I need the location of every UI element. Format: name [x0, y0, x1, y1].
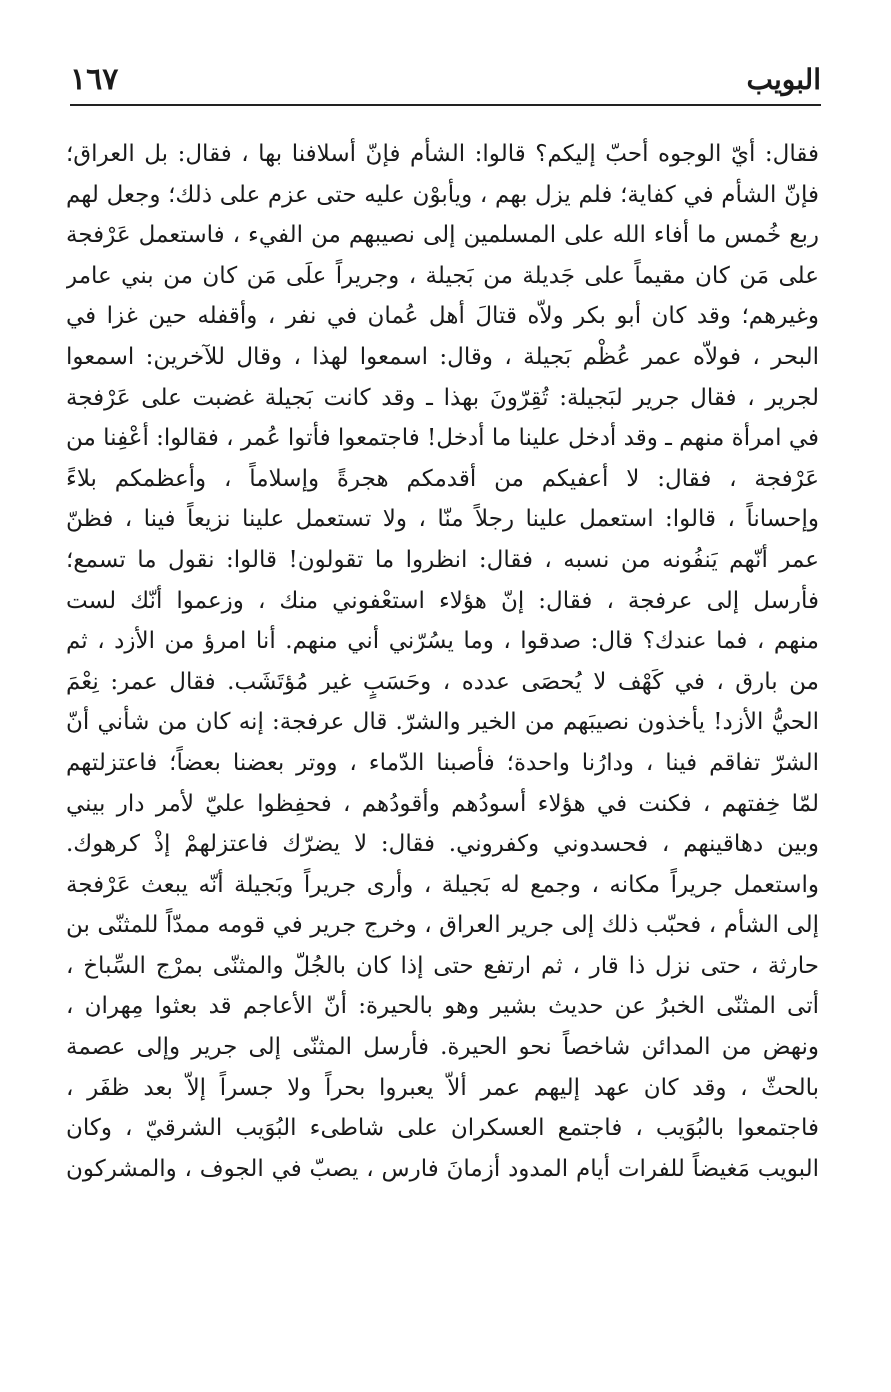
text-line: إلى الشأم ، فحبّب ذلك إلى جرير العراق ، وخرج جرير في قومه ممدّاً للمثنّى بن	[66, 912, 819, 939]
body-text	[66, 134, 819, 1189]
text-line: عَرْفجة ، فقال: لا أعفيكم من أقدمكم هجرةً وإسلاماً ، وأعظمكم بلاءً	[66, 465, 819, 492]
text-line: من بارق ، في كَهْف لا يُحصَى عدده ، وحَسَبٍ غير مُؤتَشَب. فقال عمر: نِعْمَ	[66, 668, 819, 695]
page-number: ١٦٧	[70, 62, 119, 97]
text-line: وغيرهم؛ وقد كان أبو بكر ولاّه قتالَ أهل عُمان في نفر ، وأقفله حين غزا في	[66, 303, 819, 330]
text-line: منهم ، فما عندك؟ قال: صدقوا ، وما يسُرّني أني منهم. أنا امرؤ من الأزد ، ثم	[66, 628, 819, 655]
text-line: في امرأة منهم ـ وقد أدخل علينا ما أدخل! فاجتمعوا فأتوا عُمر ، فقالوا: أعْفِنا من	[66, 425, 819, 452]
text-line: فإنّ الشأم في كفاية؛ فلم يزل بهم ، ويأبوْن عليه حتى عزم على ذلك؛ وجعل لهم	[66, 181, 819, 208]
header-rule	[70, 104, 821, 106]
text-line: واستعمل جريراً مكانه ، وجمع له بَجيلة ، وأرى جريراً وبَجيلة أنّه يبعث عَرْفجة	[66, 871, 819, 898]
text-line: البويب مَغيضاً للفرات أيام المدود أزمانَ فارس ، يصبّ في الجوف ، والمشركون	[66, 1155, 819, 1182]
text-line: عمر أنّهم يَنفُونه من نسبه ، فقال: انظروا ما تقولون! قالوا: نقول ما تسمع؛	[66, 546, 819, 573]
running-title: البويب	[746, 63, 821, 96]
running-head	[70, 58, 821, 102]
text-line: لمّا خِفتهم ، فكنت في هؤلاء أسودُهم وأقودُهم ، فحفِظوا عليّ لأمر دار بيني	[66, 790, 819, 817]
text-line: الشرّ تفاقم فينا ، ودارُنا واحدة؛ فأصبنا الدّماء ، ووتر بعضنا بعضاً؛ فاعتزلتهم	[66, 749, 819, 776]
text-line: بالحثّ ، وقد كان عهد إليهم عمر ألاّ يعبروا بحراً ولا جسراً إلاّ بعد ظفَر ،	[66, 1074, 819, 1101]
text-line: حارثة ، حتى نزل ذا قار ، ثم ارتفع حتى إذا كان بالجُلّ والمثنّى بمرْج السِّباخ ،	[66, 952, 819, 979]
text-line: أتى المثنّى الخبرُ عن حديث بشير وهو بالحيرة: أنّ الأعاجم قد بعثوا مِهران ،	[66, 993, 819, 1020]
text-line: ونهض من المدائن شاخصاً نحو الحيرة. فأرسل المثنّى إلى جرير وإلى عصمة	[66, 1034, 819, 1061]
text-line: فأرسل إلى عرفجة ، فقال: إنّ هؤلاء استعْفوني منك ، وزعموا أنّك لست	[66, 587, 819, 614]
text-line: البحر ، فولاّه عمر عُظْم بَجيلة ، وقال: اسمعوا لهذا ، وقال للآخرين: اسمعوا	[66, 343, 819, 370]
text-line: الحيُّ الأزد! يأخذون نصيبَهم من الخير والشرّ. قال عرفجة: إنه كان من شأني أنّ	[66, 709, 819, 736]
text-line: وإحساناً ، قالوا: استعمل علينا رجلاً منّا ، ولا تستعمل علينا نزيعاً فينا ، فظنّ	[66, 506, 819, 533]
text-line: ربع خُمس ما أفاء الله على المسلمين إلى نصيبهم من الفيء ، فاستعمل عَرْفجة	[66, 222, 819, 249]
text-line: لجرير ، فقال جرير لبَجيلة: تُقِرّونَ بهذا ـ وقد كانت بَجيلة غضبت على عَرْفجة	[66, 384, 819, 411]
text-line: فاجتمعوا بالبُوَيب ، فاجتمع العسكران على شاطىء البُوَيب الشرقيّ ، وكان	[66, 1115, 819, 1142]
text-line: وبين دهاقينهم ، فحسدوني وكفروني. فقال: لا يضرّك فاعتزلهمْ إذْ كرهوك.	[66, 831, 819, 858]
text-line: فقال: أيّ الوجوه أحبّ إليكم؟ قالوا: الشأم فإنّ أسلافنا بها ، فقال: بل العراق؛	[66, 141, 819, 167]
text-line: على مَن كان مقيماً على جَديلة من بَجيلة ، وجريراً علَى مَن كان من بني عامر	[66, 262, 819, 289]
